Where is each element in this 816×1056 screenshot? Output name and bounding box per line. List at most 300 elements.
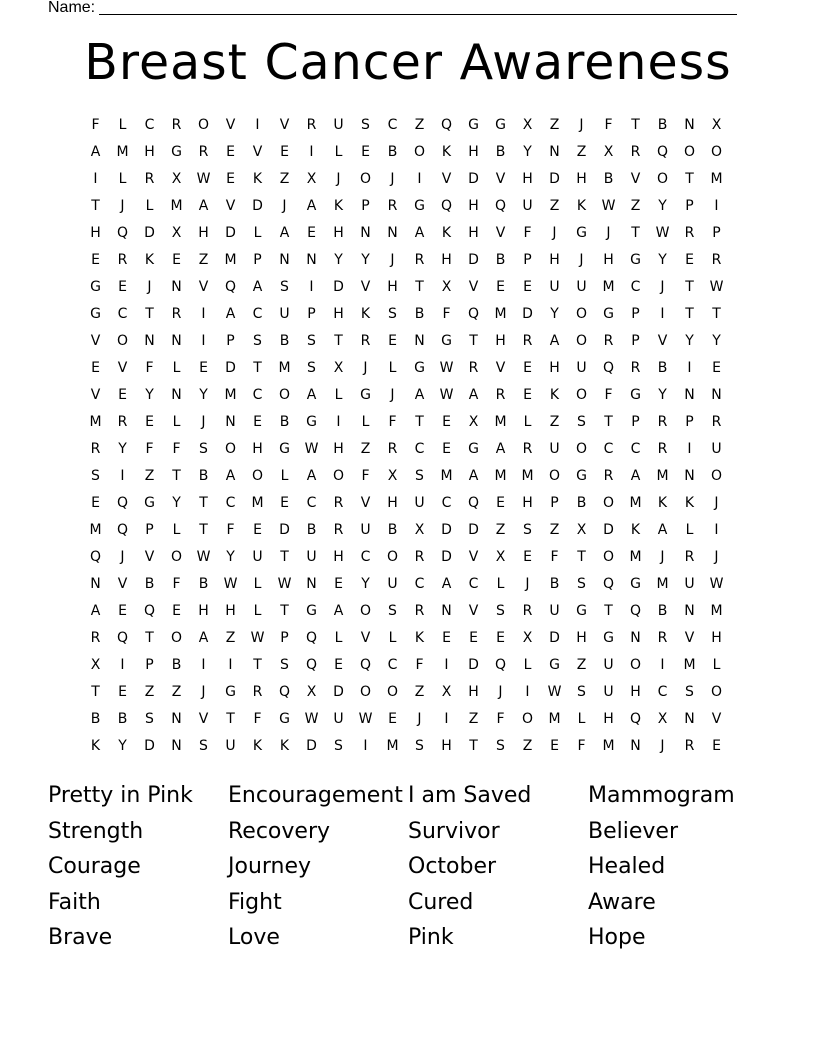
grid-letter: N [171, 278, 182, 295]
grid-letter: H [576, 629, 587, 646]
grid-letter: U [684, 575, 695, 592]
grid-letter: U [360, 521, 371, 538]
grid-letter: C [441, 494, 452, 511]
grid-letter: Q [629, 710, 642, 727]
grid-letter: R [198, 143, 209, 160]
grid-letter: Q [116, 521, 129, 538]
grid-letter: S [415, 737, 424, 754]
grid-letter: T [145, 305, 154, 322]
grid-letter: H [495, 332, 506, 349]
word-list [48, 778, 768, 956]
grid-letter: W [358, 710, 373, 727]
grid-letter: B [90, 710, 101, 727]
grid-letter: A [549, 332, 560, 349]
grid-letter: Y [199, 386, 208, 403]
grid-letter: N [630, 737, 641, 754]
grid-letter: O [170, 629, 183, 646]
grid-letter: K [252, 170, 263, 187]
grid-letter: G [468, 440, 479, 457]
name-field[interactable] [48, 0, 748, 20]
grid-letter: A [90, 143, 101, 160]
grid-letter: O [359, 602, 372, 619]
grid-letter: O [710, 467, 723, 484]
grid-letter: A [468, 386, 479, 403]
grid-letter: N [90, 575, 101, 592]
grid-letter: D [522, 305, 533, 322]
grid-letter: E [172, 602, 181, 619]
grid-letter: U [333, 710, 344, 727]
grid-letter: S [577, 413, 586, 430]
grid-letter: S [388, 602, 397, 619]
grid-letter: F [226, 521, 235, 538]
grid-letter: K [333, 197, 344, 214]
grid-letter: J [606, 224, 611, 241]
grid-letter: C [630, 278, 641, 295]
grid-letter: E [280, 143, 289, 160]
grid-letter: O [413, 143, 426, 160]
grid-letter: D [441, 548, 452, 565]
grid-letter: V [468, 602, 479, 619]
grid-letter: S [415, 467, 424, 484]
grid-letter: H [549, 359, 560, 376]
grid-letter: U [576, 359, 587, 376]
grid-letter: R [144, 170, 155, 187]
grid-letter: Z [468, 710, 479, 727]
grid-letter: R [495, 386, 506, 403]
grid-letter: D [333, 683, 344, 700]
grid-letter: U [279, 305, 290, 322]
grid-letter: H [468, 143, 479, 160]
grid-letter: N [306, 251, 317, 268]
grid-letter: E [523, 386, 532, 403]
grid-letter: W [601, 197, 616, 214]
grid-letter: X [441, 278, 452, 295]
grid-letter: O [197, 116, 210, 133]
word-list-item: Encouragement [228, 783, 403, 808]
grid-letter: J [282, 197, 287, 214]
grid-letter: H [387, 494, 398, 511]
grid-letter: E [442, 440, 451, 457]
grid-letter: A [333, 602, 344, 619]
word-list-item: Survivor [408, 818, 500, 844]
grid-letter: H [144, 143, 155, 160]
grid-letter: T [280, 602, 289, 619]
grid-letter: E [199, 359, 208, 376]
grid-letter: N [279, 251, 290, 268]
grid-letter: X [306, 683, 317, 700]
grid-letter: C [252, 305, 263, 322]
name-underline[interactable] [99, 14, 737, 15]
grid-letter: M [386, 737, 399, 754]
grid-letter: R [117, 251, 128, 268]
grid-letter: G [90, 305, 101, 322]
grid-letter: Z [414, 116, 425, 133]
grid-letter: G [576, 224, 587, 241]
grid-letter: H [468, 683, 479, 700]
grid-letter: H [333, 224, 344, 241]
grid-letter: E [253, 521, 262, 538]
grid-letter: M [656, 467, 669, 484]
grid-letter: M [494, 467, 507, 484]
grid-letter: N [684, 710, 695, 727]
grid-letter: I [201, 305, 206, 322]
grid-letter: I [714, 521, 719, 538]
grid-letter: A [657, 521, 668, 538]
grid-letter: F [361, 467, 370, 484]
grid-letter: W [547, 683, 562, 700]
grid-letter: E [442, 413, 451, 430]
grid-letter: M [629, 494, 642, 511]
grid-letter: L [172, 359, 181, 376]
grid-letter: Q [116, 629, 129, 646]
grid-letter: S [334, 737, 343, 754]
grid-letter: N [684, 602, 695, 619]
grid-letter: C [414, 575, 425, 592]
grid-letter: J [390, 386, 395, 403]
grid-letter: P [145, 521, 154, 538]
grid-letter: S [307, 332, 316, 349]
grid-letter: B [117, 710, 128, 727]
word-list-item: Mammogram [588, 783, 735, 808]
grid-letter: R [630, 359, 641, 376]
grid-letter: Z [171, 683, 182, 700]
grid-letter: N [225, 413, 236, 430]
grid-letter: Z [549, 116, 560, 133]
grid-letter: U [603, 683, 614, 700]
grid-letter: Q [494, 197, 507, 214]
grid-letter: R [657, 629, 668, 646]
grid-letter: C [360, 548, 371, 565]
grid-letter: V [252, 143, 263, 160]
grid-letter: H [441, 737, 452, 754]
grid-letter: H [522, 494, 533, 511]
grid-letter: G [495, 116, 506, 133]
grid-letter: K [414, 629, 425, 646]
grid-letter: R [657, 413, 668, 430]
grid-letter: Q [440, 197, 453, 214]
grid-letter: G [171, 143, 182, 160]
word-list-item: Strength [48, 818, 144, 844]
grid-letter: V [630, 170, 641, 187]
grid-letter: M [89, 521, 102, 538]
grid-letter: E [118, 278, 127, 295]
grid-letter: G [225, 683, 236, 700]
grid-letter: I [444, 656, 449, 673]
grid-letter: I [417, 170, 422, 187]
grid-letter: Z [549, 413, 560, 430]
grid-letter: L [496, 575, 505, 592]
grid-letter: E [334, 656, 343, 673]
grid-letter: Z [225, 629, 236, 646]
grid-letter: H [441, 251, 452, 268]
grid-letter: Y [334, 251, 343, 268]
grid-letter: V [495, 170, 506, 187]
grid-letter: R [630, 143, 641, 160]
grid-letter: B [198, 575, 209, 592]
grid-letter: E [496, 494, 505, 511]
grid-letter: D [549, 170, 560, 187]
grid-letter: S [280, 278, 289, 295]
grid-letter: B [198, 467, 209, 484]
grid-letter: V [225, 197, 236, 214]
grid-letter: T [91, 683, 100, 700]
grid-letter: W [439, 359, 454, 376]
grid-letter: M [440, 467, 453, 484]
grid-letter: R [306, 116, 317, 133]
grid-letter: W [196, 170, 211, 187]
grid-letter: R [360, 332, 371, 349]
grid-letter: J [714, 494, 719, 511]
grid-letter: P [685, 413, 694, 430]
grid-letter: J [417, 710, 422, 727]
grid-letter: N [684, 116, 695, 133]
grid-letter: M [629, 548, 642, 565]
grid-letter: B [387, 143, 398, 160]
grid-letter: D [306, 737, 317, 754]
grid-letter: J [147, 278, 152, 295]
grid-letter: O [575, 305, 588, 322]
grid-letter: R [414, 602, 425, 619]
grid-letter: Q [629, 602, 642, 619]
grid-letter: W [277, 575, 292, 592]
grid-letter: T [604, 602, 613, 619]
grid-letter: V [198, 278, 209, 295]
grid-letter: H [522, 170, 533, 187]
grid-letter: Y [118, 737, 127, 754]
word-list-item: October [408, 854, 497, 880]
grid-letter: B [495, 143, 506, 160]
grid-letter: T [469, 332, 478, 349]
grid-letter: F [604, 386, 613, 403]
grid-letter: I [309, 143, 314, 160]
grid-letter: K [684, 494, 695, 511]
grid-letter: F [172, 575, 181, 592]
grid-letter: E [280, 494, 289, 511]
grid-letter: A [279, 224, 290, 241]
grid-letter: J [525, 575, 530, 592]
grid-letter: O [548, 467, 561, 484]
grid-letter: R [333, 494, 344, 511]
grid-letter: K [360, 305, 371, 322]
grid-letter: D [279, 521, 290, 538]
grid-letter: W [223, 575, 238, 592]
grid-letter: S [145, 710, 154, 727]
word-list-item: Recovery [228, 818, 331, 844]
grid-letter: K [441, 224, 452, 241]
grid-letter: B [414, 305, 425, 322]
grid-letter: Z [198, 251, 209, 268]
grid-letter: H [90, 224, 101, 241]
grid-letter: A [630, 467, 641, 484]
word-list-item: Fight [228, 889, 282, 915]
grid-letter: Q [602, 359, 615, 376]
grid-letter: H [711, 629, 722, 646]
grid-letter: A [198, 197, 209, 214]
grid-letter: R [414, 548, 425, 565]
grid-letter: G [144, 494, 155, 511]
grid-letter: T [415, 278, 424, 295]
grid-letter: L [712, 656, 721, 673]
grid-letter: D [144, 224, 155, 241]
grid-letter: U [549, 278, 560, 295]
grid-letter: L [253, 602, 262, 619]
grid-letter: Q [278, 683, 291, 700]
grid-letter: L [523, 413, 532, 430]
grid-letter: Y [658, 251, 667, 268]
grid-letter: L [172, 521, 181, 538]
grid-letter: J [579, 116, 584, 133]
grid-letter: O [332, 467, 345, 484]
grid-letter: M [710, 170, 723, 187]
grid-letter: L [334, 386, 343, 403]
grid-letter: S [523, 521, 532, 538]
grid-letter: O [656, 170, 669, 187]
grid-letter: V [279, 116, 290, 133]
grid-letter: K [576, 197, 587, 214]
grid-letter: T [577, 548, 586, 565]
grid-letter: N [171, 710, 182, 727]
grid-letter: D [333, 278, 344, 295]
grid-letter: E [523, 278, 532, 295]
grid-letter: S [496, 602, 505, 619]
grid-letter: S [307, 359, 316, 376]
grid-letter: S [685, 683, 694, 700]
grid-letter: V [90, 332, 101, 349]
grid-letter: S [361, 116, 370, 133]
grid-letter: C [387, 656, 398, 673]
grid-letter: T [469, 737, 478, 754]
grid-letter: T [685, 278, 694, 295]
grid-letter: H [603, 710, 614, 727]
grid-letter: V [495, 224, 506, 241]
grid-letter: W [709, 278, 724, 295]
grid-letter: N [144, 332, 155, 349]
grid-letter: X [333, 359, 344, 376]
grid-letter: F [577, 737, 586, 754]
grid-letter: R [171, 305, 182, 322]
word-list-item: Hope [588, 925, 646, 951]
grid-letter: S [199, 737, 208, 754]
grid-letter: N [360, 224, 371, 241]
grid-letter: G [306, 602, 317, 619]
grid-letter: A [225, 305, 236, 322]
grid-letter: M [683, 656, 696, 673]
grid-letter: V [441, 170, 452, 187]
grid-letter: R [468, 359, 479, 376]
grid-letter: N [171, 737, 182, 754]
grid-letter: F [172, 440, 181, 457]
grid-letter: W [250, 629, 265, 646]
grid-letter: X [495, 548, 506, 565]
word-list-item: Journey [228, 854, 312, 880]
grid-letter: J [552, 224, 557, 241]
grid-letter: H [549, 251, 560, 268]
grid-letter: N [684, 467, 695, 484]
grid-letter: O [251, 467, 264, 484]
grid-letter: E [118, 683, 127, 700]
word-list-item: Believer [588, 818, 678, 844]
grid-letter: D [225, 224, 236, 241]
grid-letter: Y [172, 494, 181, 511]
grid-letter: U [414, 494, 425, 511]
grid-letter: D [549, 629, 560, 646]
grid-letter: M [602, 278, 615, 295]
grid-letter: P [226, 332, 235, 349]
grid-letter: M [170, 197, 183, 214]
grid-letter: J [201, 413, 206, 430]
grid-letter: L [145, 197, 154, 214]
grid-letter: K [441, 143, 452, 160]
grid-letter: T [253, 656, 262, 673]
grid-letter: T [226, 710, 235, 727]
grid-letter: L [118, 170, 127, 187]
grid-letter: D [144, 737, 155, 754]
grid-letter: P [712, 224, 721, 241]
grid-letter: S [280, 656, 289, 673]
grid-letter: B [657, 359, 668, 376]
grid-letter: E [172, 251, 181, 268]
grid-letter: V [360, 494, 371, 511]
grid-letter: R [711, 251, 722, 268]
grid-letter: E [334, 575, 343, 592]
grid-letter: I [201, 332, 206, 349]
grid-letter: K [549, 386, 560, 403]
grid-letter: F [388, 413, 397, 430]
grid-letter: C [387, 116, 398, 133]
grid-letter: T [172, 467, 181, 484]
grid-letter: V [657, 332, 668, 349]
grid-letter: Z [549, 197, 560, 214]
grid-letter: V [90, 386, 101, 403]
grid-letter: J [120, 548, 125, 565]
grid-letter: L [388, 629, 397, 646]
grid-letter: U [306, 548, 317, 565]
grid-letter: H [198, 602, 209, 619]
grid-letter: M [278, 359, 291, 376]
grid-letter: Q [116, 494, 129, 511]
grid-letter: C [414, 440, 425, 457]
grid-letter: S [253, 332, 262, 349]
grid-letter: M [656, 575, 669, 592]
grid-letter: H [198, 224, 209, 241]
grid-letter: F [253, 710, 262, 727]
grid-letter: L [388, 359, 397, 376]
grid-letter: F [145, 440, 154, 457]
grid-letter: I [660, 656, 665, 673]
grid-letter: P [523, 251, 532, 268]
word-list-item: Cured [408, 889, 474, 915]
grid-letter: U [549, 602, 560, 619]
grid-letter: P [145, 656, 154, 673]
grid-letter: T [91, 197, 100, 214]
grid-letter: E [91, 494, 100, 511]
grid-letter: E [685, 251, 694, 268]
grid-letter: H [630, 683, 641, 700]
grid-letter: M [494, 305, 507, 322]
grid-letter: G [576, 467, 587, 484]
word-list-item: Healed [588, 854, 666, 880]
grid-letter: X [522, 629, 533, 646]
grid-letter: T [334, 332, 343, 349]
grid-letter: S [388, 305, 397, 322]
grid-letter: J [363, 359, 368, 376]
grid-letter: P [280, 629, 289, 646]
grid-letter: Y [658, 197, 667, 214]
grid-letter: X [711, 116, 722, 133]
grid-letter: G [279, 710, 290, 727]
grid-letter: Z [630, 197, 641, 214]
grid-letter: I [714, 197, 719, 214]
